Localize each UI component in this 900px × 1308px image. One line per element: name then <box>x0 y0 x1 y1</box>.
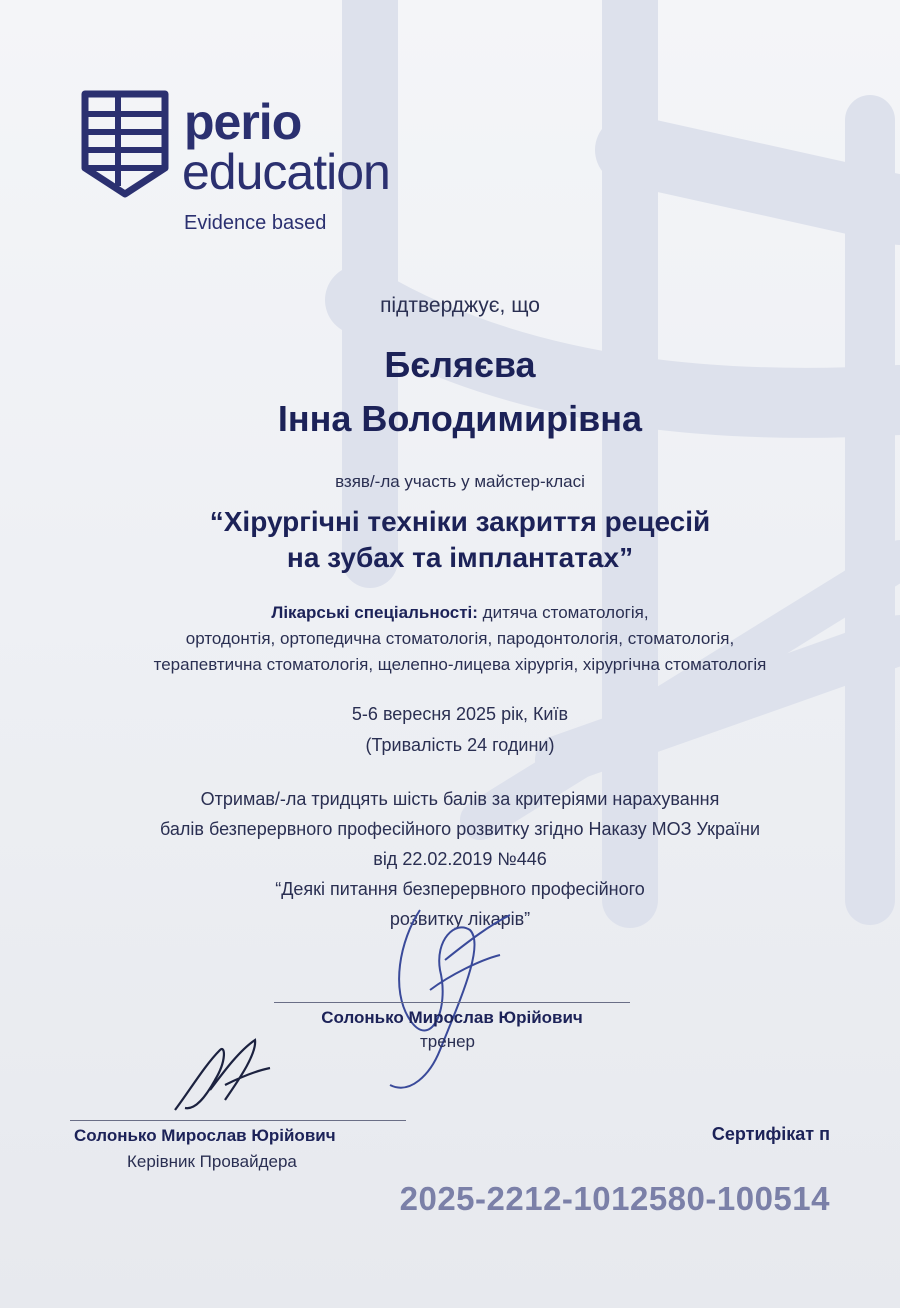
certificate-number-label: Сертифікат п <box>711 1124 830 1144</box>
confirms-text: підтверджує, що <box>380 294 540 317</box>
provider-signature <box>165 1030 275 1120</box>
trainer-signature <box>360 900 520 1100</box>
cpd-line2: балів безперервного професійного розвитку згідно Наказу МОЗ України <box>159 819 761 839</box>
trainer-name: Солонько Мирослав Юрійович <box>321 1008 583 1027</box>
trainer-signature-line <box>274 1002 630 1003</box>
recipient-given-names: Інна Володимирівна <box>277 398 643 439</box>
cpd-line5: розвитку лікарів” <box>389 909 531 929</box>
recipient-surname: Бєляєва <box>384 344 536 385</box>
logo-tagline: Evidence based <box>184 212 327 234</box>
event-duration: (Тривалість 24 години) <box>365 735 555 755</box>
cpd-line1: Отримав/-ла тридцять шість балів за критеріями нарахування <box>200 789 720 809</box>
event-dates: 5-6 вересня 2025 рік, Київ <box>351 704 569 724</box>
logo-wordmark-perio: perio <box>184 94 302 150</box>
certificate-number: 2025-2212-1012580-100514 <box>399 1180 830 1217</box>
logo-wordmark-education: education <box>182 144 390 200</box>
specialties-first: дитяча стоматологія, <box>482 603 649 622</box>
provider-role: Керівник Провайдера <box>127 1152 297 1171</box>
specialties-block <box>60 600 860 678</box>
specialties-line3: терапевтична стоматологія, щелепно-лицева хірургія, хірургічна стоматологія <box>153 655 767 674</box>
specialties-line1 <box>60 600 860 626</box>
trainer-role: тренер <box>420 1032 475 1051</box>
course-title-line2: на зубах та імплантатах” <box>286 542 634 573</box>
participation-text: взяв/-ла участь у майстер-класі <box>335 472 585 491</box>
provider-signature-line <box>70 1120 406 1121</box>
specialties-line2: ортодонтія, ортопедична стоматологія, пародонтологія, стоматологія, <box>185 629 735 648</box>
provider-name: Солонько Мирослав Юрійович <box>74 1126 336 1145</box>
specialties-label: Лікарські спеціальності: <box>271 603 478 622</box>
cpd-line4: “Деякі питання безперервного професійного <box>275 879 645 899</box>
shield-grid-icon <box>80 90 170 198</box>
cpd-line3: від 22.02.2019 №446 <box>373 849 547 869</box>
course-title-line1: “Хірургічні техніки закриття рецесій <box>209 506 711 537</box>
